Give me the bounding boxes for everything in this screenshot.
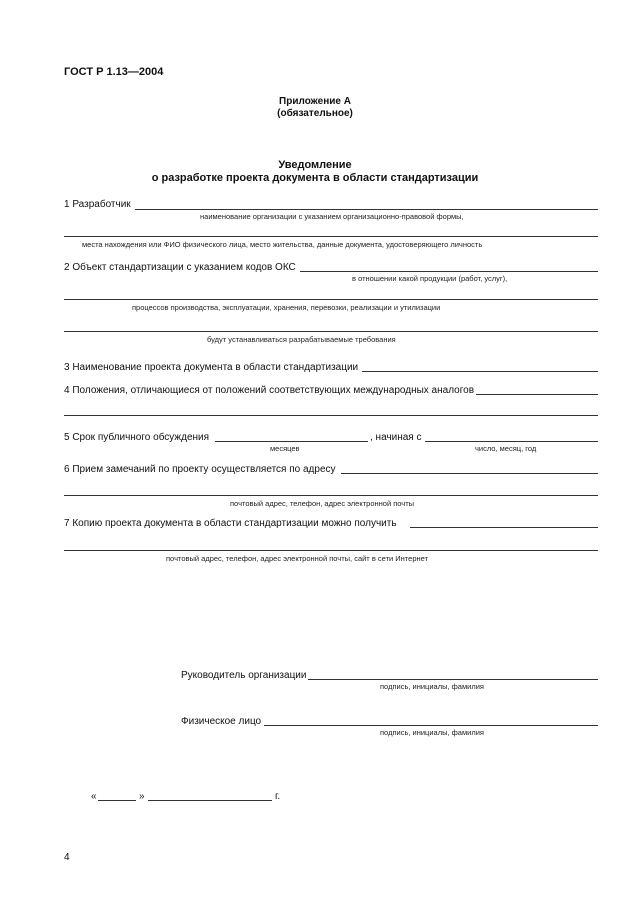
form-title-line2: о разработке проекта документа в области стандартизации bbox=[151, 172, 479, 184]
differences-field-line-2[interactable] bbox=[64, 415, 598, 416]
differences-label: 4 Положения, отличающиеся от положений соответствующих международных аналогов bbox=[64, 385, 475, 396]
date-day-field[interactable] bbox=[98, 800, 136, 801]
form-title-line1: Уведомление bbox=[278, 159, 352, 171]
page-number: 4 bbox=[64, 852, 70, 863]
comments-caption: почтовый адрес, телефон, адрес электронной почты bbox=[230, 499, 415, 508]
discussion-date-caption: число, месяц, год bbox=[475, 444, 537, 453]
copy-field-line[interactable] bbox=[410, 527, 598, 528]
comments-field-line-2[interactable] bbox=[64, 495, 598, 496]
discussion-starting-label: , начиная с bbox=[370, 432, 422, 443]
person-signature-line[interactable] bbox=[264, 725, 598, 726]
developer-label: 1 Разработчик bbox=[64, 199, 131, 210]
standard-code: ГОСТ Р 1.13—2004 bbox=[64, 66, 164, 78]
discussion-label: 5 Срок публичного обсуждения bbox=[64, 432, 210, 443]
person-signature-caption: подпись, инициалы, фамилия bbox=[380, 728, 484, 737]
discussion-date-field-line[interactable] bbox=[425, 441, 598, 442]
project-name-label: 3 Наименование проекта документа в области стандартизации bbox=[64, 362, 359, 373]
date-year-suffix: г. bbox=[275, 791, 281, 802]
object-field-line-3[interactable] bbox=[64, 331, 598, 332]
discussion-months-field-line[interactable] bbox=[215, 441, 368, 442]
date-month-field[interactable] bbox=[148, 800, 272, 801]
developer-caption-2: места нахождения или ФИО физического лица, место жительства, данные документа, удостоверяющего личность bbox=[82, 240, 483, 249]
copy-field-line-2[interactable] bbox=[64, 550, 598, 551]
discussion-months-caption: месяцев bbox=[270, 444, 300, 453]
object-label: 2 Объект стандартизации с указанием кодов ОКС bbox=[64, 262, 296, 273]
object-field-line[interactable] bbox=[300, 271, 598, 272]
person-signature-label: Физическое лицо bbox=[181, 716, 262, 727]
annex-status: (обязательное) bbox=[277, 108, 353, 119]
copy-caption: почтовый адрес, телефон, адрес электронной почты, сайт в сети Интернет bbox=[166, 554, 428, 563]
head-signature-caption: подпись, инициалы, фамилия bbox=[380, 682, 484, 691]
project-name-field-line[interactable] bbox=[362, 371, 598, 372]
annex-title: Приложение А bbox=[279, 96, 351, 107]
copy-label: 7 Копию проекта документа в области стандартизации можно получить bbox=[64, 518, 397, 529]
object-field-line-2[interactable] bbox=[64, 299, 598, 300]
date-close-quote: » bbox=[139, 791, 145, 802]
date-open-quote: « bbox=[91, 791, 97, 802]
object-caption-1: в отношении какой продукции (работ, услуг), bbox=[352, 274, 508, 283]
object-caption-2: процессов производства, эксплуатации, хранения, перевозки, реализации и утилизации bbox=[132, 303, 441, 312]
head-signature-line[interactable] bbox=[308, 679, 598, 680]
object-caption-3: будут устанавливаться разрабатываемые требования bbox=[207, 335, 396, 344]
developer-field-line[interactable] bbox=[135, 209, 598, 210]
differences-field-line[interactable] bbox=[476, 394, 598, 395]
comments-field-line[interactable] bbox=[341, 473, 598, 474]
developer-field-line-2[interactable] bbox=[64, 236, 598, 237]
head-signature-label: Руководитель организации bbox=[181, 670, 307, 681]
developer-caption-1: наименование организации с указанием организационно-правовой формы, bbox=[200, 212, 464, 221]
comments-label: 6 Прием замечаний по проекту осуществляется по адресу bbox=[64, 464, 336, 475]
